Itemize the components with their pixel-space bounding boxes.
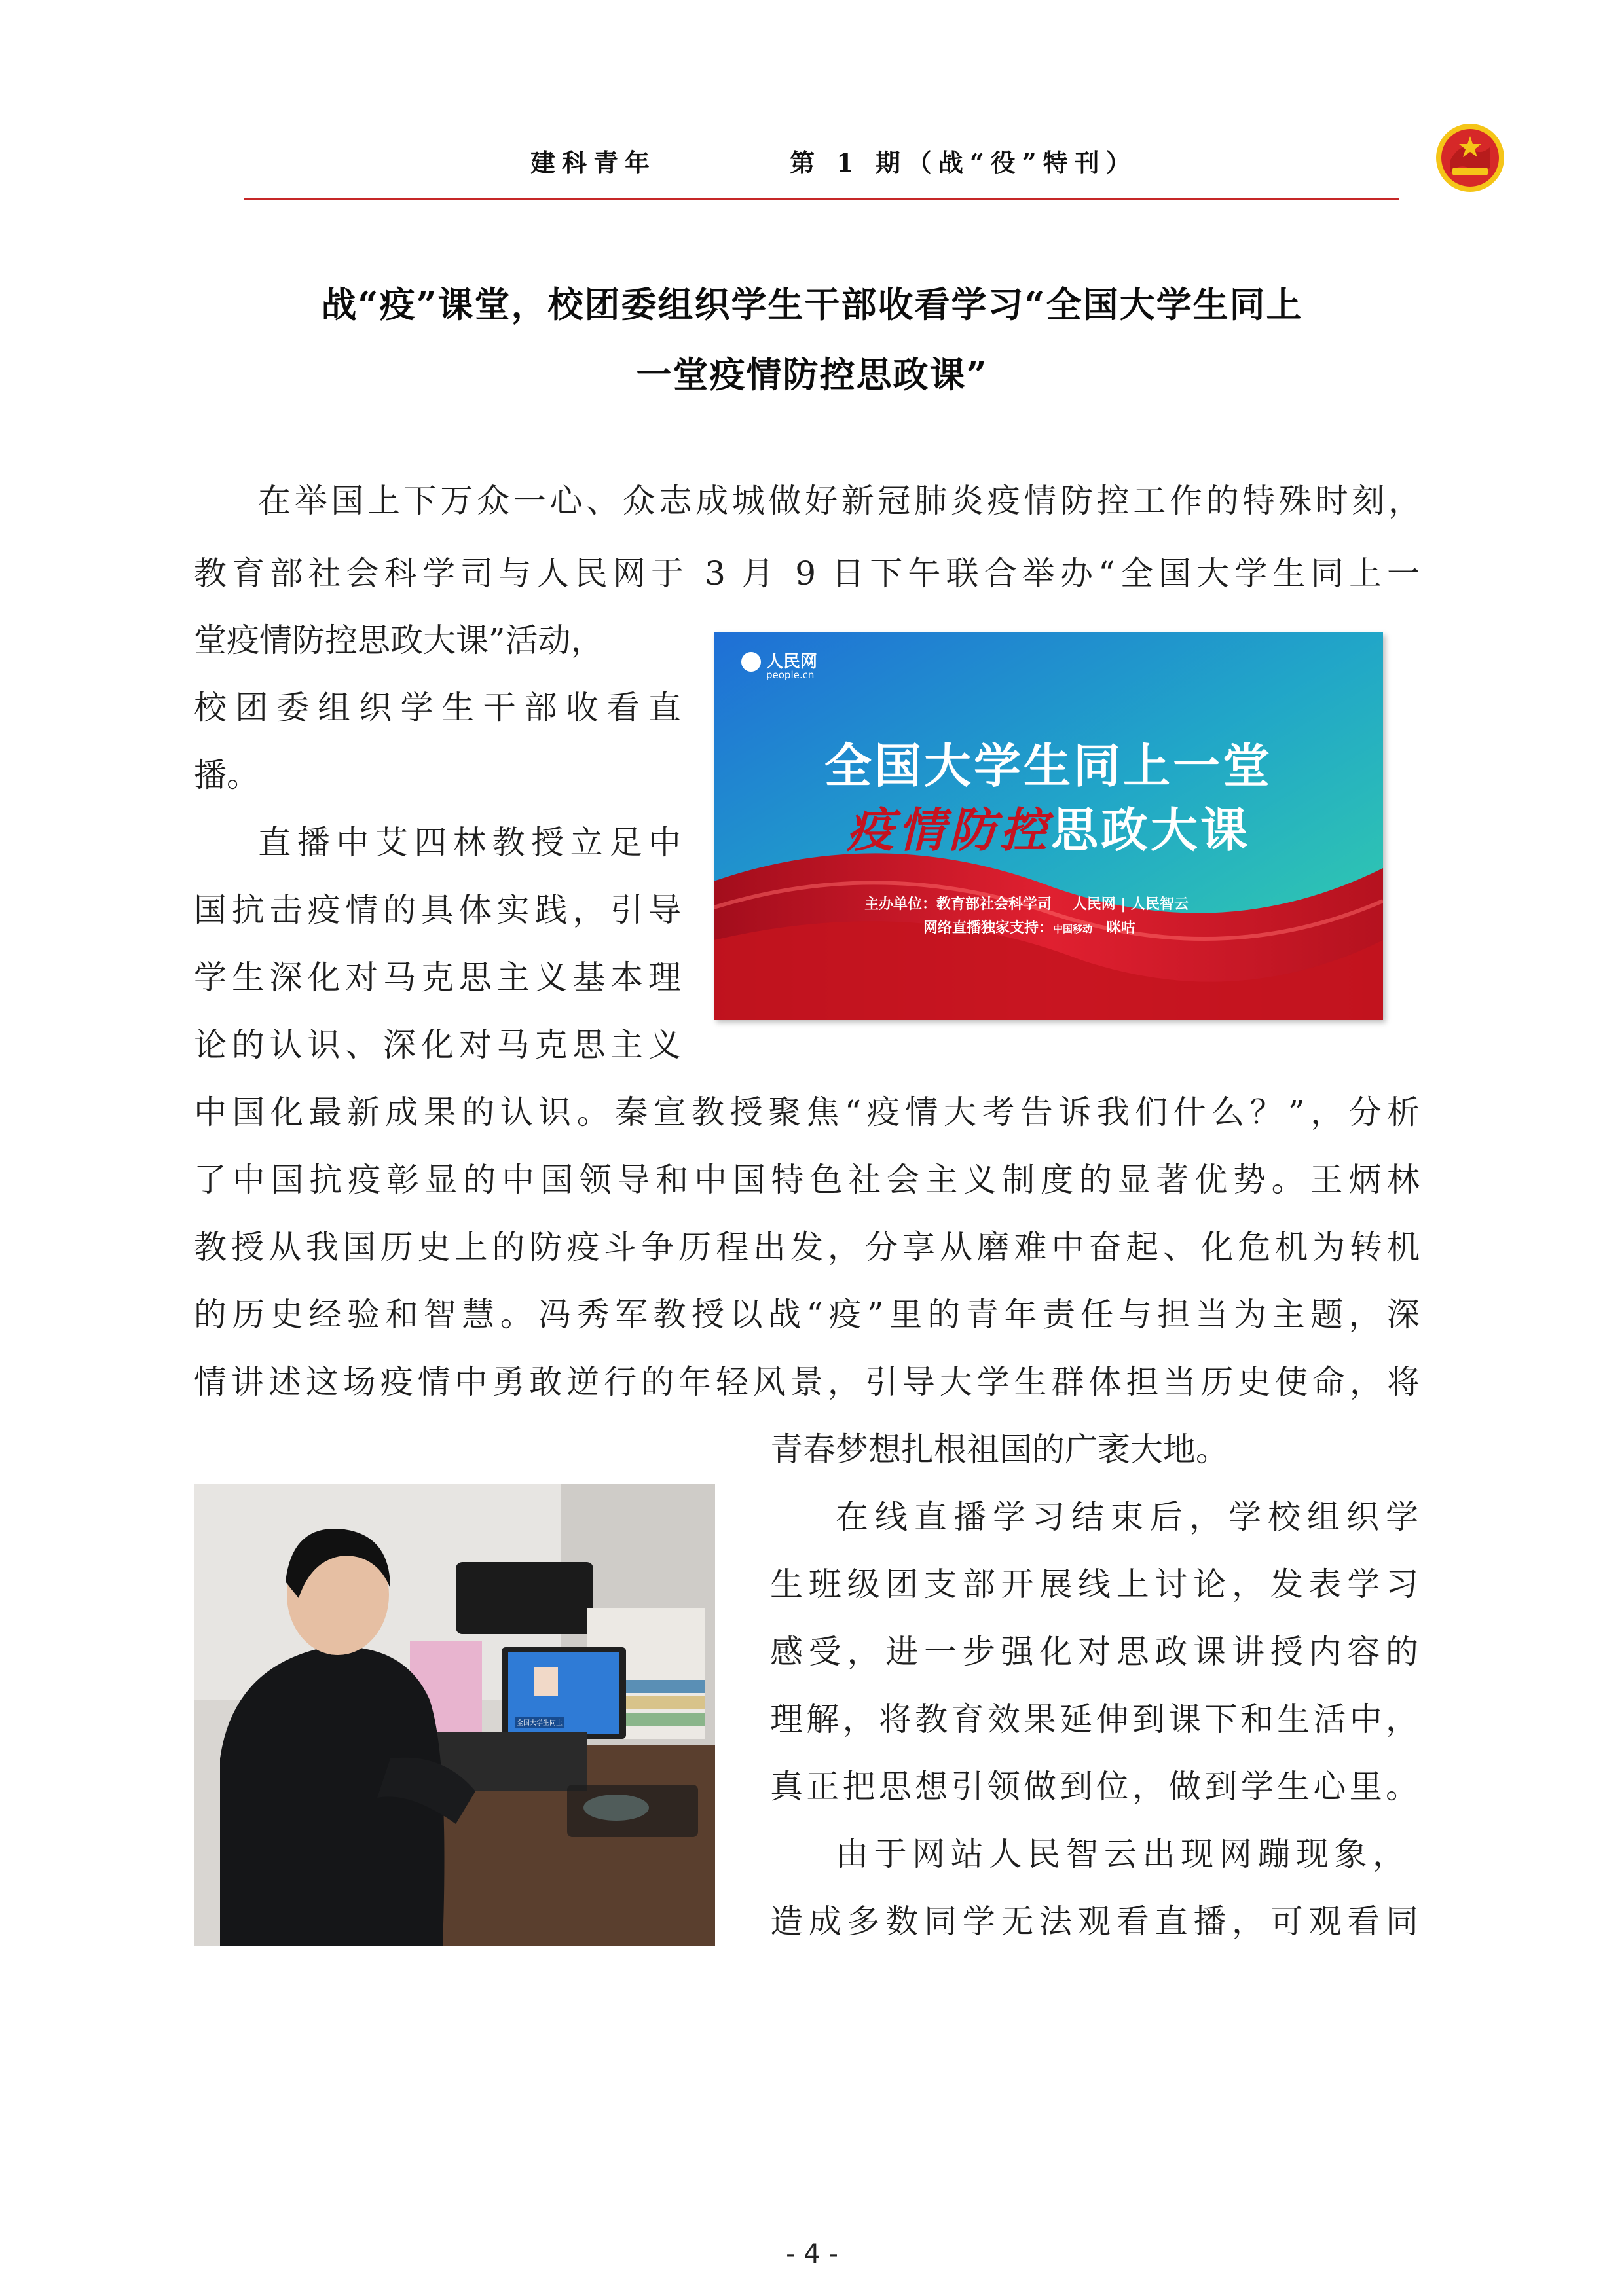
banner-stream-line	[923, 917, 1135, 937]
article-headline-line-1: 战“疫”课堂，校团委组织学生干部收看学习“全国大学生同上	[321, 283, 1303, 325]
body-line: 理解，将教育效果延伸到课下和生活中，	[770, 1700, 1418, 1738]
body-line: 感受，进一步强化对思政课讲授内容的	[770, 1633, 1418, 1671]
laptop-screen-text: 全国大学生同上	[515, 1717, 564, 1728]
body-line: 了中国抗疫彰显的中国领导和中国特色社会主义制度的显著优势。王炳林	[194, 1161, 1420, 1199]
body-line: 的历史经验和智慧。冯秀军教授以战“疫”里的青年责任与担当为主题，深	[194, 1296, 1420, 1334]
newsletter-title: 建科青年	[530, 148, 657, 177]
body-line: 论的认识、深化对马克思主义	[194, 1026, 681, 1064]
sponsor-name: 教育部社会科学司	[936, 896, 1052, 913]
banner-title-rest: 思政大课	[1051, 803, 1251, 858]
banner-title-line-2	[714, 792, 1383, 860]
youth-league-emblem-icon	[1434, 122, 1506, 194]
body-line: 造成多数同学无法观看直播，可观看同	[770, 1903, 1418, 1941]
body-line: 堂疫情防控思政大课”活动，	[194, 621, 604, 659]
body-line: 学生深化对马克思主义基本理	[194, 958, 681, 996]
body-line: 教授从我国历史上的防疫斗争历程出发，分享从磨难中奋起、化危机为转机	[194, 1228, 1420, 1266]
body-line: 教育部社会科学司与人民网于 3 月 9 日下午联合举办“全国大学生同上一	[194, 555, 1420, 592]
body-line: 校团委组织学生干部收看直	[194, 689, 681, 727]
body-line: 由于网站人民智云出现网蹦现象，	[836, 1835, 1405, 1873]
header-divider	[244, 198, 1399, 200]
stream-sponsor-1: 中国移动	[1053, 923, 1093, 935]
body-line: 直播中艾四林教授立足中	[258, 824, 681, 862]
student-watching-photo	[194, 1484, 715, 1946]
body-line: 中国化最新成果的认识。秦宣教授聚焦“疫情大考告诉我们什么？”，分析	[194, 1093, 1420, 1131]
body-line: 青春梦想扎根祖国的广袤大地。	[770, 1430, 1228, 1468]
stream-sponsor-2: 咪咕	[1106, 920, 1135, 936]
banner-title-line-1: 全国大学生同上一堂	[824, 738, 1272, 793]
sponsor-label: 主办单位：	[864, 896, 937, 913]
body-line: 生班级团支部开展线上讨论，发表学习	[770, 1565, 1418, 1603]
body-line: 在举国上下万众一心、众志成城做好新冠肺炎疫情防控工作的特殊时刻，	[258, 482, 1421, 520]
banner-title-highlight: 疫情防控	[846, 802, 1051, 858]
lecture-banner-image	[714, 632, 1383, 1020]
banner-logo-text: 人民网	[766, 652, 818, 672]
issue-label: 第 1 期（战“役”特刊）	[790, 148, 1137, 177]
people-cn-logo-icon	[741, 652, 761, 672]
body-line: 情讲述这场疫情中勇敢逆行的年轻风景，引导大学生群体担当历史使命，将	[194, 1363, 1420, 1401]
banner-logo-sub: people.cn	[766, 669, 815, 681]
body-line: 在线直播学习结束后，学校组织学	[836, 1498, 1418, 1536]
page-number: - 4 -	[786, 2239, 838, 2269]
student-watching-laptop-photo-icon	[194, 1484, 715, 1946]
banner-sponsor-line	[864, 893, 1189, 913]
body-line: 真正把思想引领做到位，做到学生心里。	[770, 1768, 1418, 1806]
sponsor-name-2: 人民网 | 人民智云	[1072, 896, 1189, 913]
article-headline-line-2: 一堂疫情防控思政课”	[636, 354, 988, 395]
body-line: 播。	[194, 756, 259, 794]
body-line: 国抗击疫情的具体实践，引导	[194, 891, 681, 929]
stream-label: 网络直播独家支持：	[923, 920, 1054, 936]
